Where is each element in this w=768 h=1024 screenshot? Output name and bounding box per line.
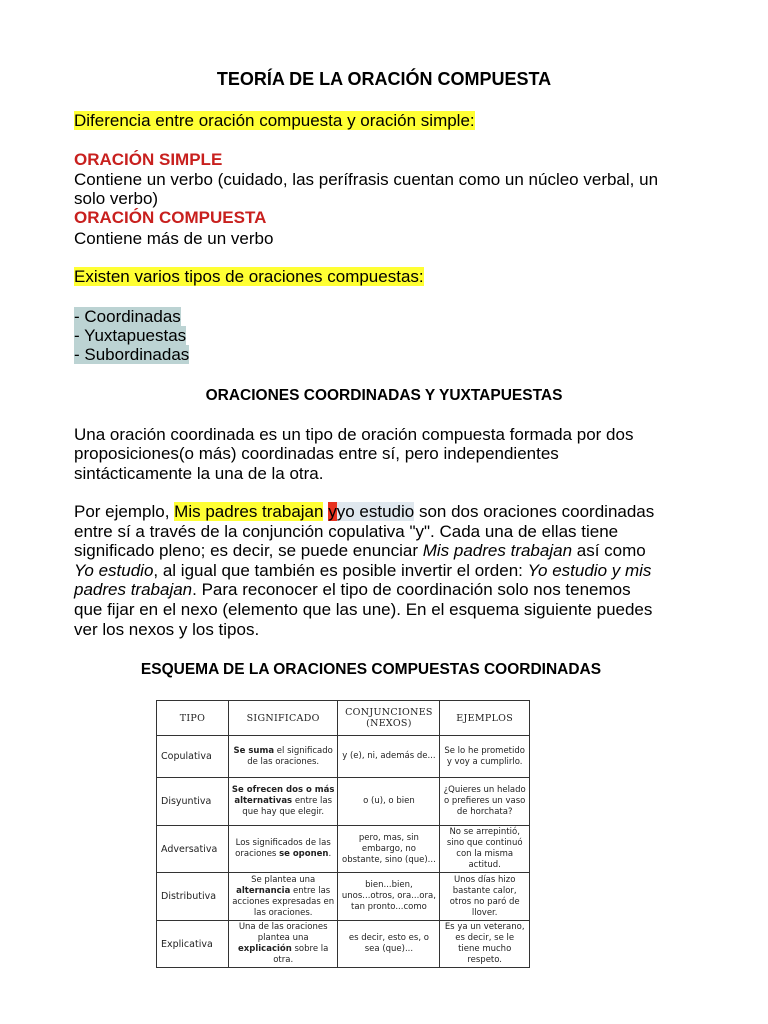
paragraph-line: Una oración coordinada es un tipo de oración compuesta formada por dos bbox=[74, 425, 634, 444]
difference-heading bbox=[74, 111, 475, 131]
paragraph-line: ver los nexos y los tipos. bbox=[74, 620, 260, 639]
table-row bbox=[157, 873, 530, 921]
cell-conjunciones: bien...bien, unos...otros, ora...ora, tan pronto...como bbox=[338, 873, 440, 921]
table-row bbox=[157, 921, 530, 968]
column-header: CONJUNCIONES (NEXOS) bbox=[338, 701, 440, 736]
text-run: Una de las oraciones plantea una bbox=[238, 922, 328, 943]
italic-example: Yo estudio y mis bbox=[527, 561, 652, 580]
simple-sentence-heading: ORACIÓN SIMPLE bbox=[74, 150, 223, 169]
types-heading-text: Existen varios tipos de oraciones compuestas: bbox=[74, 267, 424, 286]
italic-example: Yo estudio bbox=[74, 561, 154, 580]
cell-conjunciones: pero, mas, sin embargo, no obstante, sino (que)... bbox=[338, 826, 440, 873]
bold-term: Se suma bbox=[233, 745, 275, 756]
text-run: significado pleno; es decir, se puede enunciar bbox=[74, 541, 423, 560]
bold-term: se oponen bbox=[279, 849, 329, 859]
paragraph-line: proposiciones(o más) coordinadas entre sí, pero independientes bbox=[74, 444, 559, 463]
types-heading bbox=[74, 267, 424, 287]
text-run: Se plantea una bbox=[251, 874, 316, 885]
italic-example: Mis padres trabajan bbox=[422, 541, 573, 560]
cell-tipo: Disyuntiva bbox=[157, 778, 229, 826]
cell-tipo: Distributiva bbox=[157, 873, 229, 921]
bold-term: alternancia bbox=[236, 885, 291, 896]
cell-ejemplos: Es ya un veterano, es decir, se le tiene mucho respeto. bbox=[440, 921, 530, 968]
type-coordinadas: - Coordinadas bbox=[74, 307, 181, 326]
coordinated-sentences-table bbox=[156, 700, 530, 968]
cell-significado bbox=[228, 826, 338, 873]
column-header: SIGNIFICADO bbox=[228, 701, 338, 736]
paragraph-line bbox=[74, 502, 654, 522]
text-run: Por ejemplo, bbox=[74, 502, 175, 521]
text-run: Los significados de las oraciones bbox=[235, 838, 331, 859]
text-run: entre las que hay que elegir. bbox=[242, 796, 333, 817]
text-run: entre las acciones expresadas en las oraciones. bbox=[232, 885, 335, 918]
list-item bbox=[74, 307, 181, 327]
cell-ejemplos: ¿Quieres un helado o prefieres un vaso de horchata? bbox=[440, 778, 530, 826]
type-yuxtapuestas: - Yuxtapuestas bbox=[74, 326, 187, 345]
text-run: . Para reconocer el tipo de coordinación solo nos tenemos bbox=[192, 580, 631, 599]
paragraph-line: sintácticamente la una de la otra. bbox=[74, 464, 324, 483]
column-header: EJEMPLOS bbox=[440, 701, 530, 736]
simple-desc-line: solo verbo) bbox=[74, 189, 159, 208]
text-run: , al igual que también es posible invertir el orden: bbox=[153, 561, 528, 580]
cell-tipo: Copulativa bbox=[157, 736, 229, 778]
compound-desc: Contiene más de un verbo bbox=[74, 229, 274, 248]
list-item bbox=[74, 326, 186, 346]
text-run: el significado de las oraciones. bbox=[247, 745, 333, 767]
text-run: así como bbox=[572, 541, 646, 560]
italic-example: padres trabajan bbox=[74, 580, 193, 599]
cell-conjunciones: es decir, esto es, o sea (que)... bbox=[338, 921, 440, 968]
paragraph-line: entre sí a través de la conjunción copulativa "y". Cada una de ellas tiene bbox=[74, 522, 619, 541]
cell-significado bbox=[228, 921, 338, 968]
table-header-row bbox=[157, 701, 530, 736]
type-subordinadas: - Subordinadas bbox=[74, 345, 190, 364]
table-row bbox=[157, 778, 530, 826]
text-run: sobre la otra. bbox=[273, 944, 329, 965]
difference-heading-text: Diferencia entre oración compuesta y oración simple: bbox=[74, 111, 475, 130]
paragraph-line bbox=[74, 580, 631, 600]
cell-ejemplos: Se lo he prometido y voy a cumplirlo. bbox=[440, 736, 530, 778]
column-header: TIPO bbox=[157, 701, 229, 736]
cell-significado bbox=[228, 778, 338, 826]
cell-conjunciones: o (u), o bien bbox=[338, 778, 440, 826]
page-title: TEORÍA DE LA ORACIÓN COMPUESTA bbox=[216, 69, 552, 89]
cell-significado bbox=[228, 873, 338, 921]
scheme-heading: ESQUEMA DE LA ORACIONES COMPUESTAS COORDINADAS bbox=[140, 661, 602, 678]
cell-ejemplos: No se arrepintió, sino que continuó con la misma actitud. bbox=[440, 826, 530, 873]
cell-tipo: Explicativa bbox=[157, 921, 229, 968]
table-row bbox=[157, 826, 530, 873]
cell-ejemplos: Unos días hizo bastante calor, otros no paró de llover. bbox=[440, 873, 530, 921]
cell-tipo: Adversativa bbox=[157, 826, 229, 873]
bold-term: explicación bbox=[238, 944, 292, 954]
example-clause-highlight: Mis padres trabajan bbox=[174, 502, 324, 521]
compound-sentence-heading: ORACIÓN COMPUESTA bbox=[74, 208, 267, 227]
bold-term: Se ofrecen dos o más alternativas bbox=[231, 785, 335, 806]
list-item bbox=[74, 345, 189, 365]
example-clause-highlight: yo estudio bbox=[336, 502, 415, 521]
table-row bbox=[157, 736, 530, 778]
conjunction-highlight: y bbox=[328, 502, 337, 521]
section-heading: ORACIONES COORDINADAS Y YUXTAPUESTAS bbox=[205, 387, 563, 404]
text-run: son dos oraciones coordinadas bbox=[414, 502, 655, 521]
paragraph-line: que fijar en el nexo (elemento que las une). En el esquema siguiente puedes bbox=[74, 600, 653, 619]
text-run: . bbox=[328, 849, 332, 859]
cell-significado bbox=[228, 736, 338, 778]
paragraph-line bbox=[74, 541, 646, 561]
paragraph-line bbox=[74, 561, 651, 581]
cell-conjunciones: y (e), ni, además de... bbox=[338, 736, 440, 778]
simple-desc-line: Contiene un verbo (cuidado, las perífrasis cuentan como un núcleo verbal, un bbox=[74, 170, 659, 189]
